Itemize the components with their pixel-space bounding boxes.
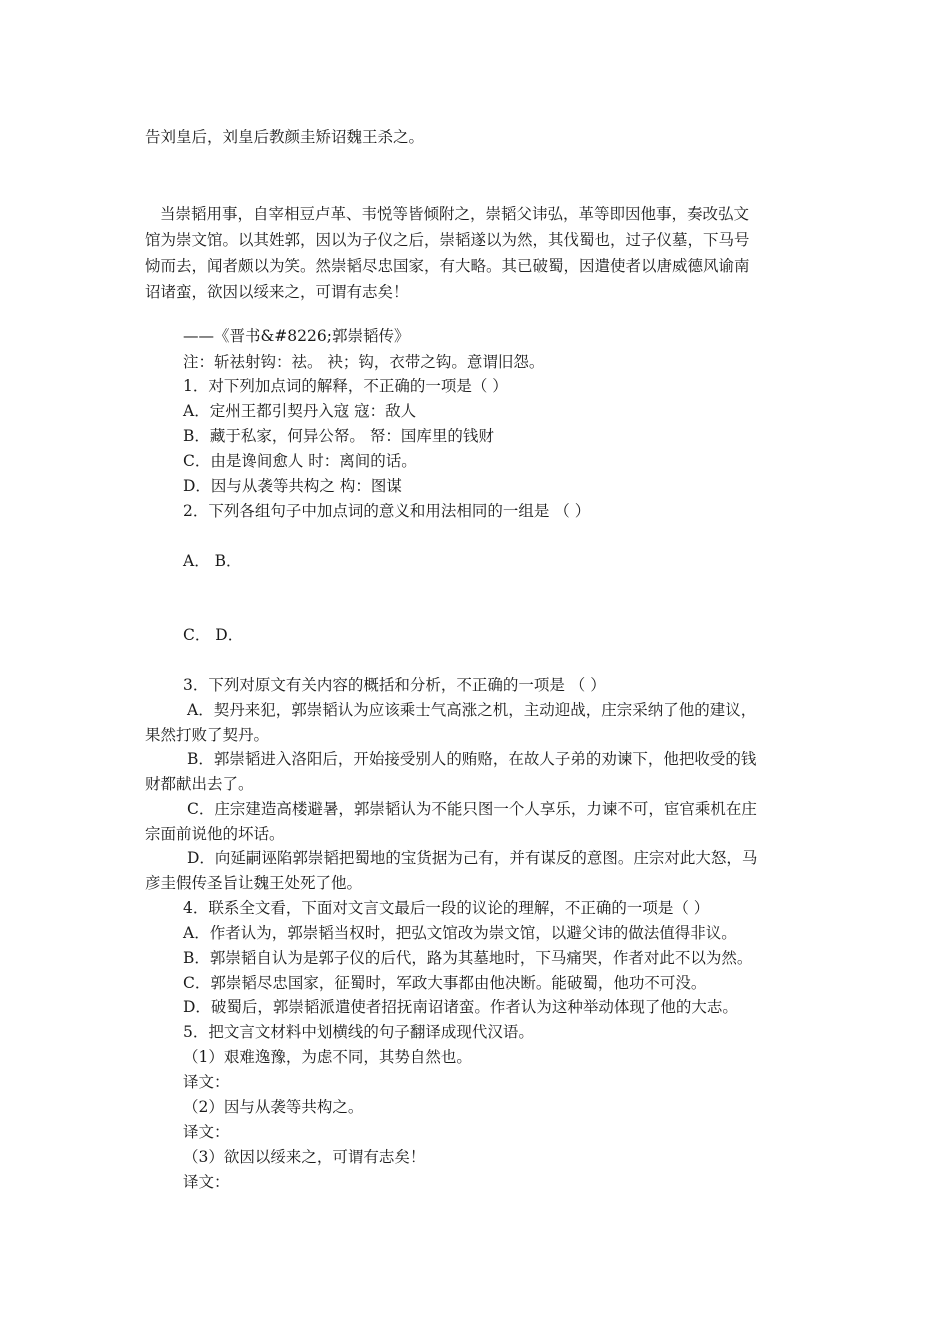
question-4-option-c: C．郭崇韬尽忠国家，征蜀时，军政大事都由他决断。能破蜀，他功不可没。 [183,974,707,992]
question-5-translation-3: 译文： [183,1173,230,1191]
question-1-option-c: C．由是谗间愈人 时：离间的话。 [183,452,417,470]
question-1-option-b: B．藏于私家，何异公帑。 帑：国库里的钱财 [183,427,494,445]
commentary-line-3: 恸而去，闻者颇以为笑。然崇韬尽忠国家，有大略。其已破蜀，因遣使者以唐威德风谕南 [145,257,750,275]
question-2-options-ab: A． B． [183,552,242,570]
question-3-option-c-cont: 宗面前说他的坏话。 [145,825,285,843]
question-5-sentence-2: （2）因与从袭等共构之。 [183,1098,364,1116]
question-1-option-d: D．因与从袭等共构之 构：图谋 [183,477,402,495]
question-3-option-a-cont: 果然打败了契丹。 [145,726,270,744]
question-3-option-d: D．向延嗣诬陷郭崇韬把蜀地的宝货据为己有，并有谋反的意图。庄宗对此大怒，马 [187,849,758,867]
question-3-option-a: A．契丹来犯，郭崇韬认为应该乘士气高涨之机，主动迎战，庄宗采纳了他的建议， [187,701,757,719]
question-4-stem: 4．联系全文看，下面对文言文最后一段的议论的理解，不正确的一项是（ ） [183,899,710,917]
question-1-stem: 1．对下列加点词的解释，不正确的一项是（ ） [183,377,508,395]
source-citation: ——《晋书&#8226;郭崇韬传》 [183,327,410,345]
question-5-sentence-3: （3）欲因以绥来之，可谓有志矣！ [183,1148,426,1166]
question-1-option-a: A．定州王都引契丹入寇 寇：敌人 [183,402,417,420]
question-4-option-d: D．破蜀后，郭崇韬派遣使者招抚南诏诸蛮。作者认为这种举动体现了他的大志。 [183,998,738,1016]
intro-line: 告刘皇后，刘皇后教颜圭矫诏魏王杀之。 [145,128,425,146]
question-2-stem: 2．下列各组句子中加点词的意义和用法相同的一组是 （ ） [183,502,591,520]
question-5-sentence-1: （1）艰难逸豫，为虑不同，其势自然也。 [183,1048,472,1066]
question-3-option-b-cont: 财都献出去了。 [145,775,254,793]
question-4-option-b: B．郭崇韬自认为是郭子仪的后代，路为其墓地时，下马痛哭，作者对此不以为然。 [183,949,753,967]
question-3-option-b: B．郭崇韬进入洛阳后，开始接受别人的贿赂，在故人子弟的劝谏下，他把收受的钱 [187,750,757,768]
question-3-option-c: C．庄宗建造高楼避暑，郭崇韬认为不能只图一个人享乐，力谏不可，宦官乘机在庄 [187,800,757,818]
question-3-option-d-cont: 彦圭假传圣旨让魏王处死了他。 [145,874,363,892]
commentary-line-2: 馆为崇文馆。以其姓郭，因以为子仪之后，崇韬遂以为然，其伐蜀也，过子仪墓，下马号 [145,231,750,249]
commentary-line-4: 诏诸蛮，欲因以绥来之，可谓有志矣！ [145,283,409,301]
question-2-options-cd: C． D． [183,626,244,644]
question-5-translation-2: 译文： [183,1123,230,1141]
question-5-stem: 5．把文言文材料中划横线的句子翻译成现代汉语。 [183,1023,534,1041]
question-3-stem: 3．下列对原文有关内容的概括和分析，不正确的一项是 （ ） [183,676,606,694]
annotation-note: 注：斩祛射钩：祛。 袂；钩，衣带之钩。意谓旧怨。 [183,353,545,371]
commentary-line-1: 当崇韬用事，自宰相豆卢革、韦悦等皆倾附之，崇韬父讳弘，革等即因他事，奏改弘文 [160,205,750,223]
question-4-option-a: A．作者认为，郭崇韬当权时，把弘文馆改为崇文馆，以避父讳的做法值得非议。 [183,924,737,942]
question-5-translation-1: 译文： [183,1073,230,1091]
